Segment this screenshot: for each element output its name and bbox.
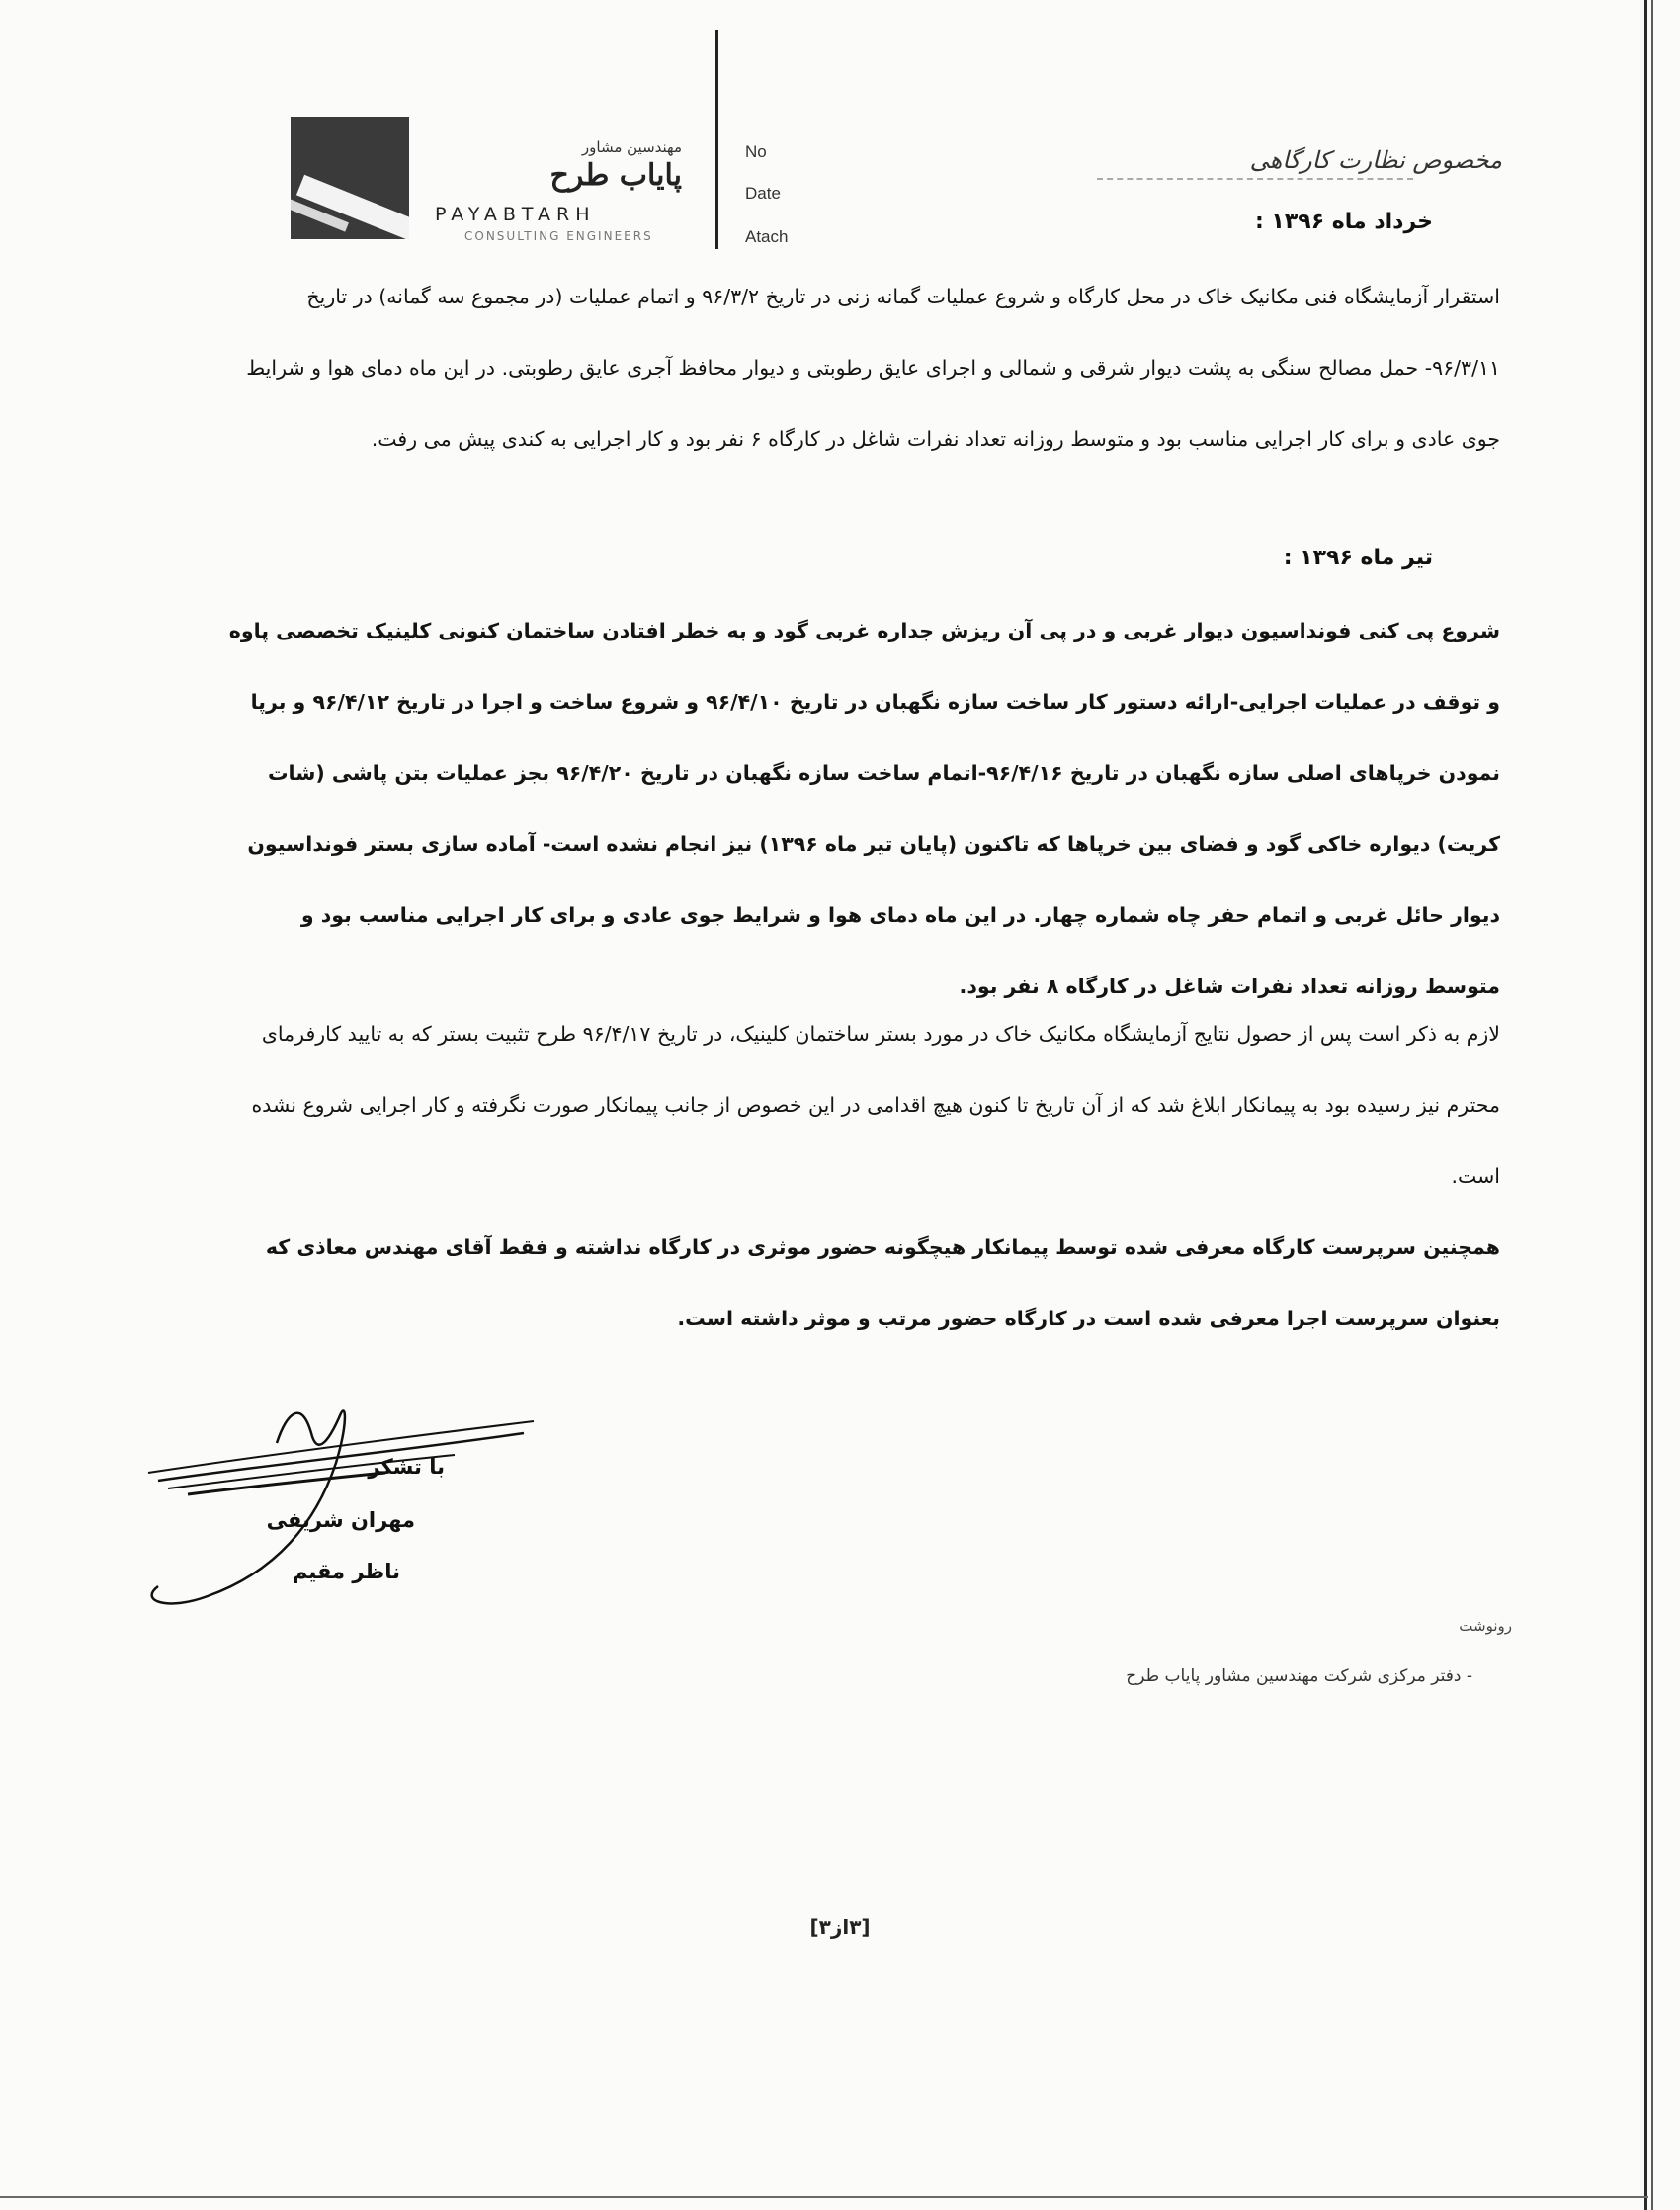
paragraph-khordad-text: استقرار آزمایشگاه فنی مکانیک خاک در محل کارگاه و شروع عملیات گمانه زنی در تاریخ ۹۶/۳/۲ و اتمام عملیات (در مجموع سه گمانه) در تاریخ ۹۶/۳/۱۱- حمل مصالح سنگی به پشت دیوار شرقی و شمالی و اجرای عایق رطوبتی و دیوار محافظ آجری عایق رطوبتی. در این ماه دمای هوا و شرایط جوی عادی و برای کار اجرایی مناسب بود و متوسط روزانه تعداد نفرات شاغل در کارگاه ۶ نفر بود و کار اجرایی به کندی پیش می رفت.	[246, 285, 1500, 451]
paragraph-tir	[227, 595, 1500, 1022]
signature-name: مهران شریفی	[266, 1508, 415, 1532]
company-name-en: PAYABTARH	[435, 204, 596, 225]
meta-attach-label: Atach	[745, 227, 789, 246]
section-heading-khordad: خرداد ماه ۱۳۹۶ :	[1254, 210, 1433, 234]
cc-title: رونوشت	[1459, 1617, 1512, 1635]
page-number: [۳از۳]	[809, 1915, 871, 1939]
meta-no-label: No	[745, 142, 767, 161]
scan-edge-right	[1644, 0, 1647, 2210]
company-subtitle-en: CONSULTING ENGINEERS	[464, 229, 653, 243]
paragraph-tir-text: شروع پی کنی فونداسیون دیوار غربی و در پی آن ریزش جداره غربی گود و به خطر افتادن ساختمان کنونی کلینیک تخصصی پاوه و توقف در عملیات اجرایی-ارائه دستور کار ساخت سازه نگهبان در تاریخ ۹۶/۴/۱۰ و شروع ساخت و اجرا در تاریخ ۹۶/۴/۱۲ و برپا نمودن خرپاهای اصلی سازه نگهبان در تاریخ ۹۶/۴/۱۶-اتمام ساخت سازه نگهبان در تاریخ ۹۶/۴/۲۰ بجز عملیات بتن پاشی (شات کریت) دیواره خاکی گود و فضای بین خرپاها که تاکنون (پایان تیر ماه ۱۳۹۶) نیز انجام نشده است- آماده سازی بستر فونداسیون دیوار حائل غربی و اتمام حفر چاه شماره چهار. در این ماه دمای هوا و شرایط جوی عادی و برای کار اجرایی مناسب بود و متوسط روزانه تعداد نفرات شاغل در کارگاه ۸ نفر بود.	[228, 619, 1500, 998]
subject-underline	[1097, 178, 1413, 180]
paragraph-supervisor-text: همچنین سرپرست کارگاه معرفی شده توسط پیمانکار هیچگونه حضور موثری در کارگاه نداشته و فقط آقای مهندس معاذی که بعنوان سرپرست اجرا معرفی شده است در کارگاه حضور مرتب و موثر داشته است.	[265, 1235, 1500, 1330]
section-heading-tir: تیر ماه ۱۳۹۶ :	[1283, 546, 1433, 570]
scan-edge-right-inner	[1651, 0, 1653, 2210]
paragraph-khordad	[227, 261, 1500, 474]
subject-line: مخصوص نظارت کارگاهی	[1249, 146, 1502, 174]
paragraph-note	[227, 998, 1500, 1212]
cc-item: - دفتر مرکزی شرکت مهندسین مشاور پایاب طرح	[1126, 1666, 1472, 1686]
signature-title: ناظر مقیم	[292, 1560, 400, 1583]
company-subtitle-fa: مهندسین مشاور	[581, 138, 682, 156]
paragraph-supervisor	[227, 1212, 1500, 1354]
meta-date-label: Date	[745, 184, 781, 203]
signature-closing: با تشکر	[368, 1455, 445, 1479]
scan-edge-bottom	[0, 2196, 1648, 2198]
company-name-fa: پایاب طرح	[549, 158, 682, 193]
company-logo	[291, 117, 409, 239]
header-divider	[715, 30, 718, 249]
paragraph-note-text: لازم به ذکر است پس از حصول نتایج آزمایشگاه مکانیک خاک در مورد بستر ساختمان کلینیک، در تاریخ ۹۶/۴/۱۷ طرح تثبیت بستر که به تایید کارفرمای محترم نیز رسیده بود به پیمانکار ابلاغ شد که از آن تاریخ تا کنون هیچ اقدامی در این خصوص از جانب پیمانکار صورت نگرفته و کار اجرایی شروع نشده است.	[251, 1022, 1500, 1188]
